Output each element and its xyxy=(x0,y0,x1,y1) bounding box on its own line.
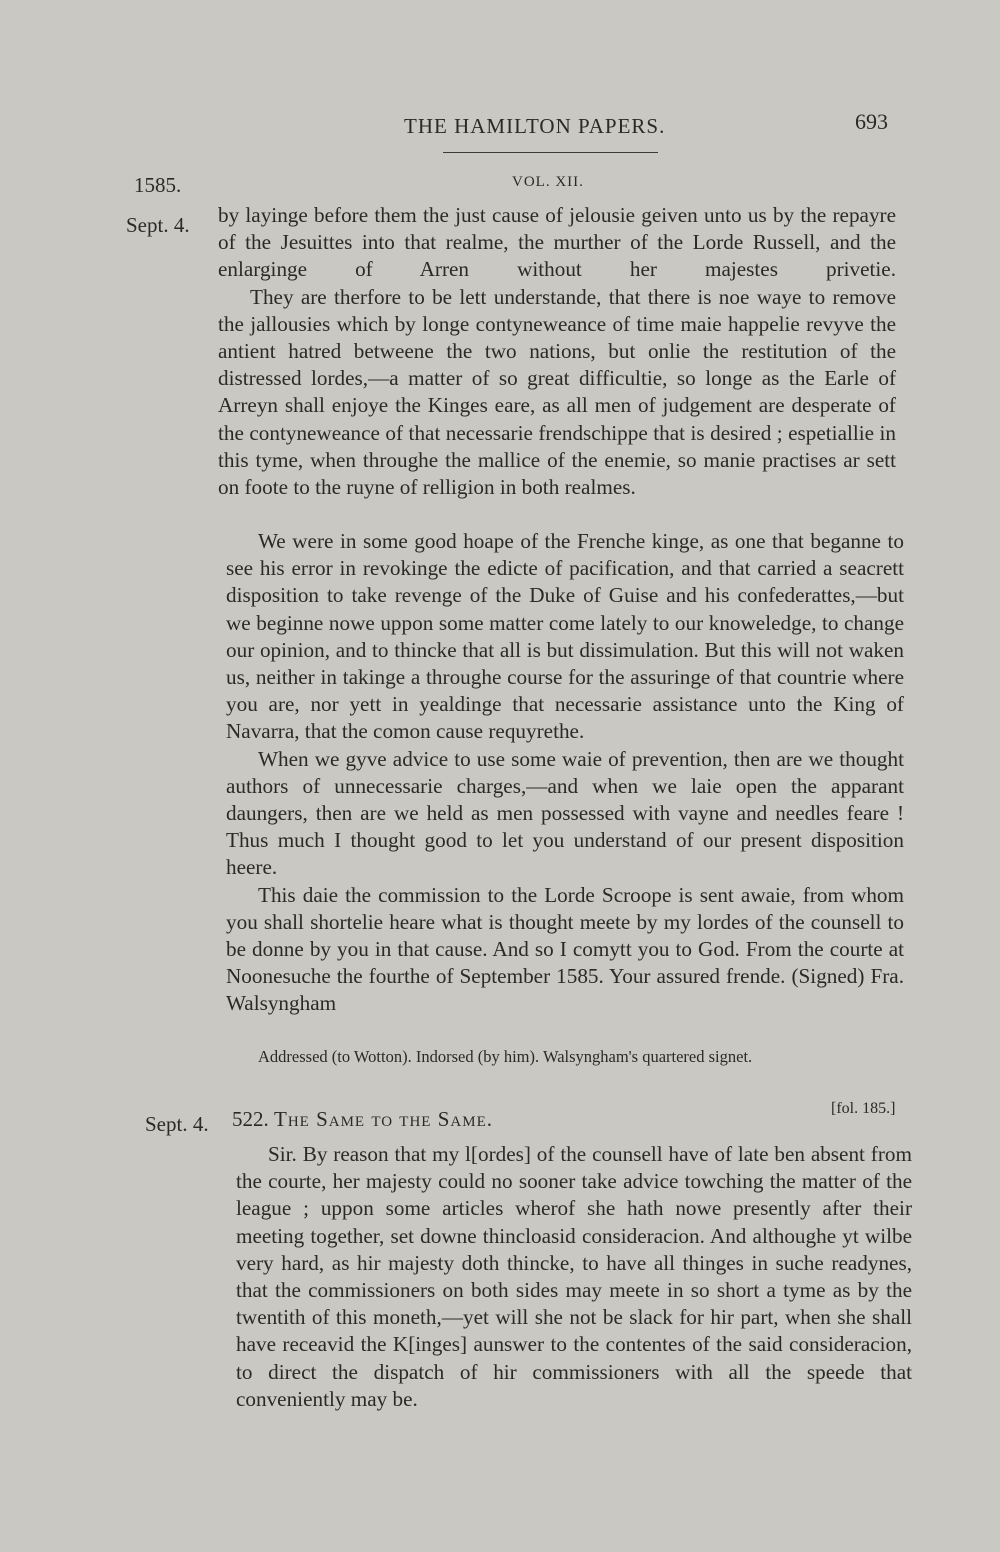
entry-heading xyxy=(232,1107,493,1132)
paragraph: They are therfore to be lett understande, that there is noe waye to remove the jallousies which by longe contyneweance of time maie happelie revyve the antient hatred betweene the two nations, but onlie the restitution of the distressed lordes,—a matter of so great difficultie, so longe as the Earle of Arreyn shall enjoye the Kinges eare, as all men of judgement are desperate of the contyneweance of that necessarie frendschippe that is desired ; espetiallie in this tyme, when throughe the mallice of the enemie, so manie practises ar sett on foote to the ruyne of relligion in both realmes. xyxy=(218,284,896,500)
paragraph-closing: This daie the commission to the Lorde Scroope is sent awaie, from whom you shall shortelie heare what is thought meete by my lordes of the counsell to be donne by you in that cause. And so I comytt you to God. From the courte at Noonesuche the fourthe of September 1585. Your assured frende. (Signed) Fra. Walsyngham xyxy=(226,882,904,1016)
letter-one-body-continued xyxy=(226,528,904,1018)
folio-reference: [fol. 185.] xyxy=(831,1100,896,1117)
year-heading: 1585. xyxy=(134,173,182,197)
paragraph: When we gyve advice to use some waie of prevention, then are we thought authors of unnecessarie charges,—and when we laie open the apparant daungers, then are we held as men possessed with vayne and needles feare ! Thus much I thought good to let you understand of our present disposition heere. xyxy=(226,746,904,880)
letter-two-body xyxy=(236,1141,912,1413)
header-rule xyxy=(443,152,658,153)
letter-two-date: Sept. 4. xyxy=(145,1112,209,1136)
running-head: THE HAMILTON PAPERS. xyxy=(404,114,666,138)
entry-number: 522. xyxy=(232,1107,269,1131)
paragraph-continuation: by layinge before them the just cause of jelousie geiven unto us by the repayre of the Jesuittes into that realme, the murther of the Lorde Russell, and the enlarginge of Arren without her majestes privetie. xyxy=(218,203,896,282)
volume-heading: VOL. XII. xyxy=(512,174,584,190)
letter-one-date: Sept. 4. xyxy=(126,213,190,237)
endorsement-note: Addressed (to Wotton). Indorsed (by him). Walsyngham's quartered signet. xyxy=(258,1047,753,1066)
entry-title: The Same to the Same. xyxy=(274,1107,493,1131)
paragraph: Sir. By reason that my l[ordes] of the counsell have of late ben absent from the courte, her majesty could no sooner take advice towching the matter of the league ; uppon some articles wherof she hath nowe presently after their meeting together, set downe thincloasid consideracion. And althoughe yt wilbe very hard, as hir majesty doth thincke, to have all thinges in suche readynes, that the commissioners on both sides may meete in so short a tyme as by the twentith of this moneth,—yet will she not be slack for hir part, when she shall have receavid the K[inges] aunswer to the contentes of the said consideracion, to direct the dispatch of hir commissioners with all the speede that conveniently may be. xyxy=(236,1142,912,1411)
letter-one-body xyxy=(218,202,896,501)
page-number: 693 xyxy=(855,109,888,134)
paragraph: We were in some good hoape of the Frenche kinge, as one that beganne to see his error in revokinge the edicte of pacification, and that carried a seacrett disposition to take revenge of the Duke of Guise and his confederattes,—but we beginne nowe uppon some matter come lately to our knoweledge, to change our opinion, and to thincke that all is but dissimulation. But this will not waken us, neither in takinge a throughe course for the assuringe of that countrie where you are, nor yett in yealdinge that necessarie assistance unto the King of Navarra, that the comon cause requyrethe. xyxy=(226,529,904,744)
